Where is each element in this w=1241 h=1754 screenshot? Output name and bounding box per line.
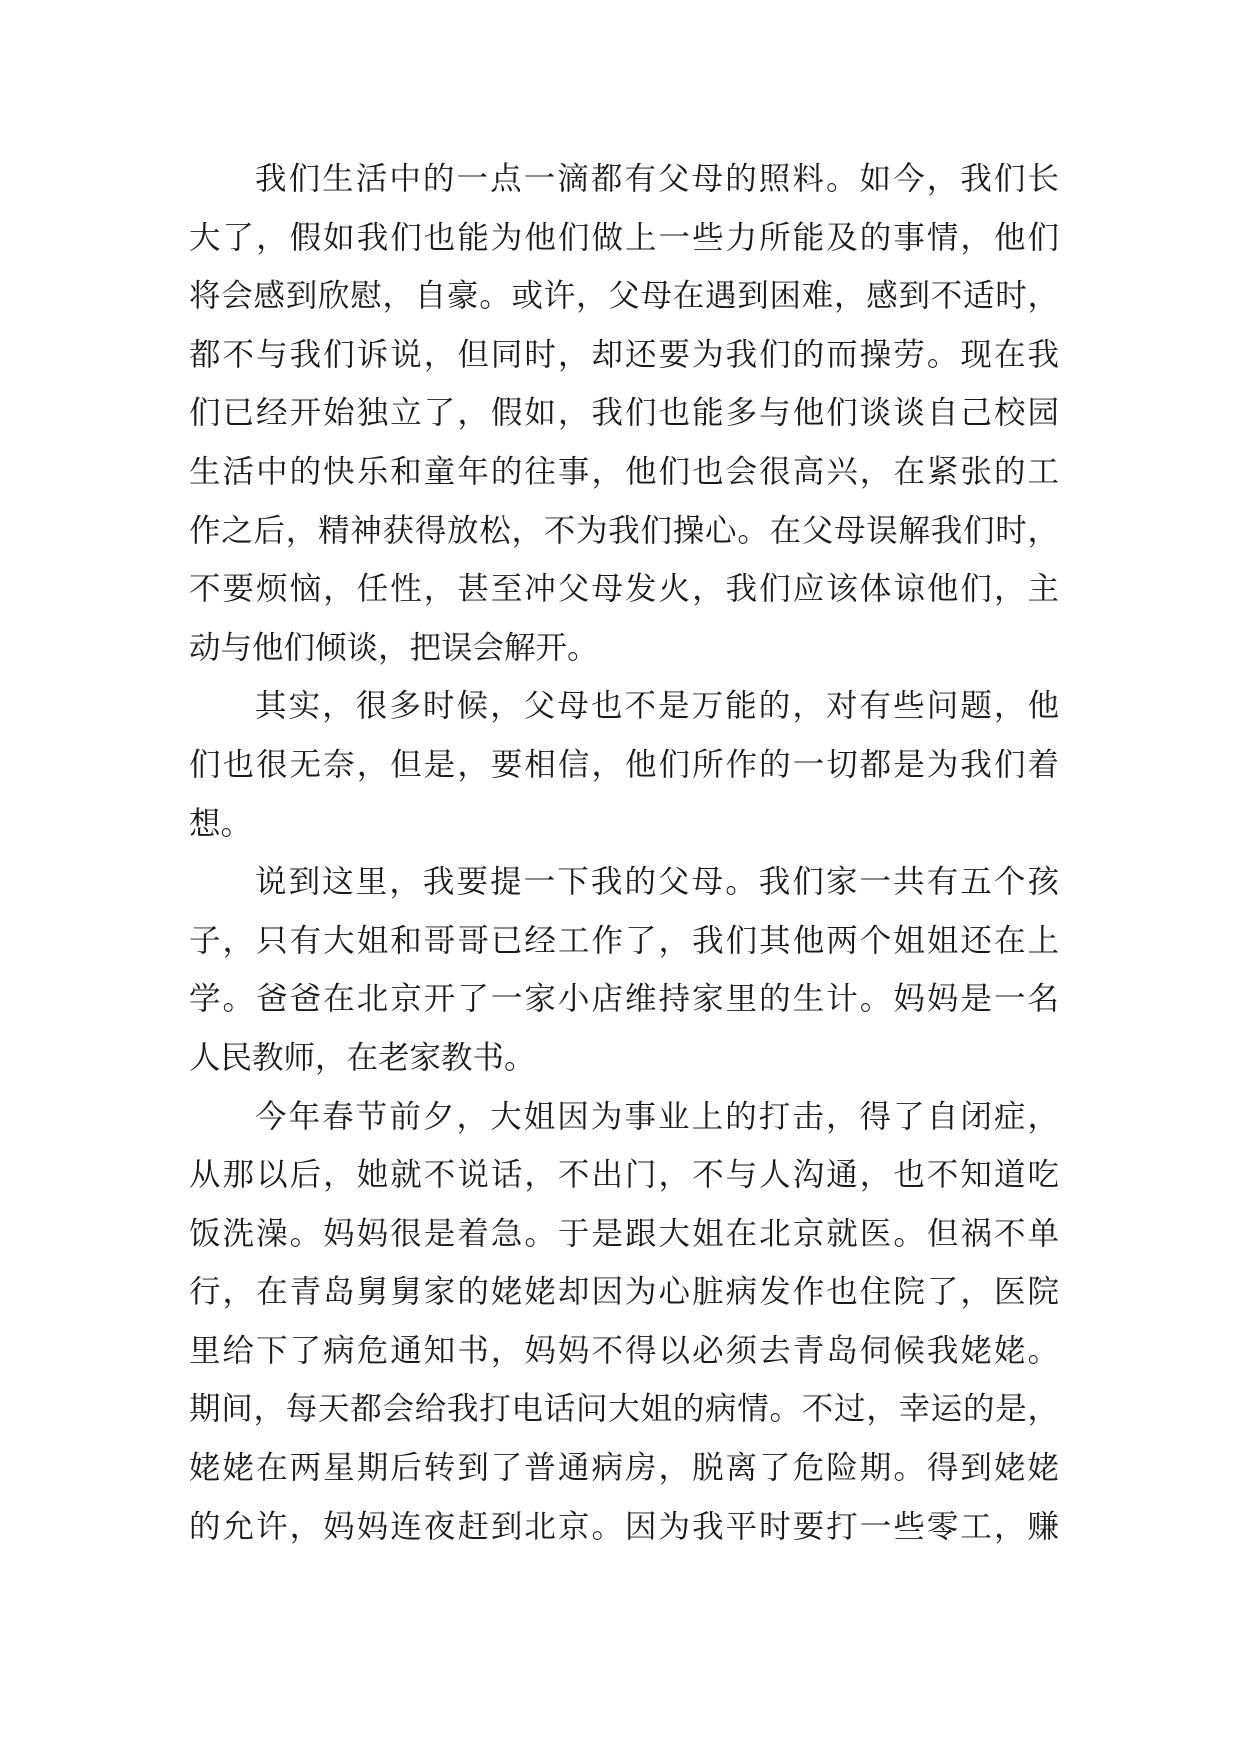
body-text	[189, 150, 1059, 1556]
paragraph-line: 想。	[189, 805, 253, 842]
paragraph-line: 里给下了病危通知书，妈妈不得以必须去青岛伺候我姥姥。	[189, 1332, 1059, 1369]
paragraph-line: 都不与我们诉说，但同时，却还要为我们的而操劳。现在我	[189, 336, 1059, 373]
paragraph-line: 们也很无奈，但是，要相信，他们所作的一切都是为我们着	[189, 746, 1059, 783]
paragraph-line: 的允许，妈妈连夜赶到北京。因为我平时要打一些零工，赚	[189, 1508, 1059, 1545]
paragraph-line: 学。爸爸在北京开了一家小店维持家里的生计。妈妈是一名	[189, 981, 1059, 1018]
paragraph-line: 期间，每天都会给我打电话问大姐的病情。不过，幸运的是，	[189, 1391, 1059, 1428]
paragraph-line: 们已经开始独立了，假如，我们也能多与他们谈谈自己校园	[189, 395, 1059, 432]
paragraph-line: 说到这里，我要提一下我的父母。我们家一共有五个孩	[255, 864, 1059, 901]
paragraph-line: 行，在青岛舅舅家的姥姥却因为心脏病发作也住院了，医院	[189, 1274, 1059, 1311]
paragraph-line: 我们生活中的一点一滴都有父母的照料。如今，我们长	[255, 161, 1059, 197]
paragraph-line: 从那以后，她就不说话，不出门，不与人沟通，也不知道吃	[189, 1157, 1059, 1194]
paragraph-line: 其实，很多时候，父母也不是万能的，对有些问题，他	[255, 688, 1059, 725]
paragraph-line: 饭洗澡。妈妈很是着急。于是跟大姐在北京就医。但祸不单	[189, 1215, 1059, 1252]
paragraph-line: 人民教师，在老家教书。	[189, 1039, 536, 1076]
paragraph-line: 子，只有大姐和哥哥已经工作了，我们其他两个姐姐还在上	[189, 922, 1059, 959]
paragraph-line: 大了，假如我们也能为他们做上一些力所能及的事情，他们	[189, 219, 1059, 256]
paragraph-line: 今年春节前夕，大姐因为事业上的打击，得了自闭症，	[255, 1098, 1059, 1135]
paragraph-line: 不要烦恼，任性，甚至冲父母发火，我们应该体谅他们，主	[189, 571, 1059, 608]
paragraph-line: 动与他们倾谈，把误会解开。	[189, 629, 599, 666]
paragraph-line: 姥姥在两星期后转到了普通病房，脱离了危险期。得到姥姥	[189, 1450, 1059, 1487]
paragraph-line: 生活中的快乐和童年的往事，他们也会很高兴，在紧张的工	[189, 453, 1059, 490]
paragraph-line: 作之后，精神获得放松，不为我们操心。在父母误解我们时，	[189, 512, 1059, 549]
paragraph-line: 将会感到欣慰，自豪。或许，父母在遇到困难，感到不适时，	[189, 278, 1059, 315]
